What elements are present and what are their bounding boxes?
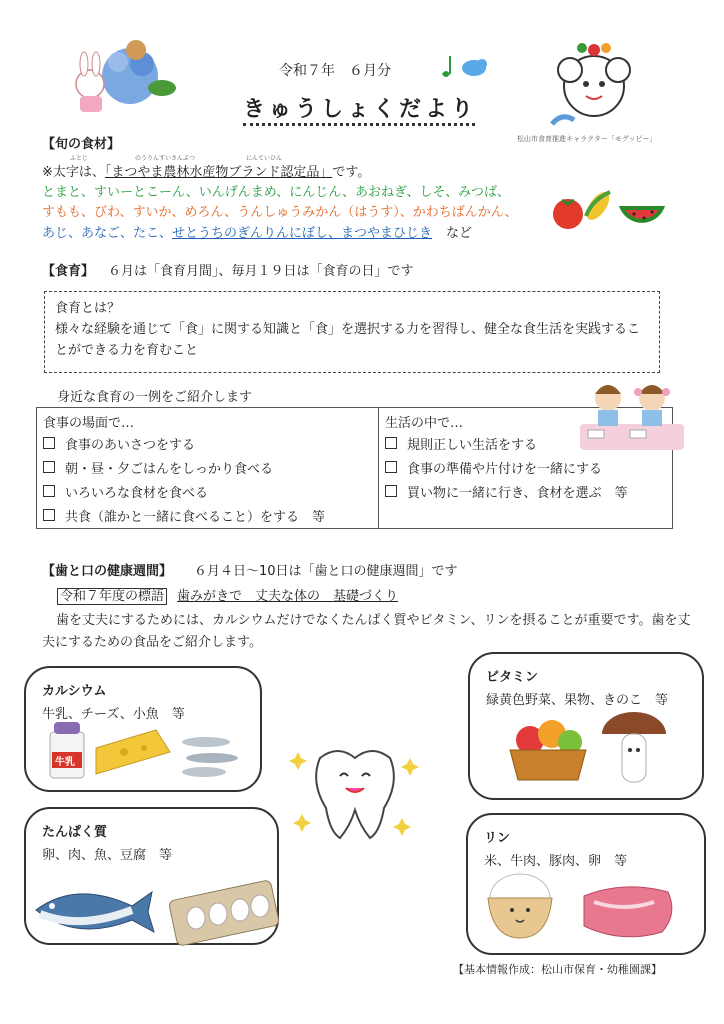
checkbox[interactable] <box>385 461 397 473</box>
checklist-item: 規則正しい生活をする <box>385 434 666 458</box>
checkbox[interactable] <box>385 485 397 497</box>
seasonal-heading: 【旬の食材】 <box>42 137 121 152</box>
smiling-tooth-illustration <box>290 738 420 846</box>
checkbox[interactable] <box>43 485 55 497</box>
phosphorus-foods: 米、牛肉、豚肉、卵 等 <box>484 854 628 869</box>
milk-cheese-fish-illustration <box>46 718 246 784</box>
checklist-item: 食事のあいさつをする <box>43 434 372 458</box>
slogan-label: 令和７年度の標語 <box>57 588 167 605</box>
tomato-corn-watermelon-illustration <box>548 186 664 232</box>
fruit-basket-mushroom-illustration <box>506 706 676 794</box>
dental-week-line: ６月４日～10日は「歯と口の健康週間」です <box>194 564 458 579</box>
protein-foods: 卵、肉、魚、豆腐 等 <box>42 848 173 863</box>
dental-section <box>42 560 458 579</box>
phosphorus-name: リン <box>484 831 511 846</box>
checklist-item: いろいろな食材を食べる <box>43 482 372 506</box>
brand-note-prefix: ※太字は、 <box>42 165 105 180</box>
checkbox[interactable] <box>385 437 397 449</box>
credit-line: 【基本情報作成：松山市保育・幼稚園課】 <box>453 963 662 976</box>
dental-heading: 【歯と口の健康週間】 <box>42 564 173 579</box>
checkbox[interactable] <box>43 437 55 449</box>
fish-eggs-illustration <box>30 870 280 946</box>
examples-intro: 身近な食育の一例をご紹介します <box>57 390 253 405</box>
title-underline <box>243 123 475 126</box>
moguppy-mascot-illustration <box>548 40 640 132</box>
seasonal-vegetables: とまと、すいーとこーん、いんげんまめ、にんじん、あおねぎ、しそ、みつば、 <box>42 185 511 200</box>
checklist-item: 朝・昼・夕ごはんをしっかり食べる <box>43 458 372 482</box>
calcium-name: カルシウム <box>42 684 107 699</box>
seafood-brand: せとうちのぎんりんにぼし、まつやまひじき <box>172 226 433 241</box>
slogan-text: 歯みがきで 丈夫な体の 基礎づくり <box>177 589 399 604</box>
seafood-plain: あじ、あなご、たこ、 <box>42 226 173 241</box>
examples-table <box>36 407 673 529</box>
shokuiku-heading: 【食育】 <box>42 264 95 279</box>
dental-body: 歯を丈夫にするためには、カルシウムだけでなくたんぱく質やビタミン、リンを摂ることが重要です。歯を丈夫にするための食品をご紹介します。 <box>42 613 691 650</box>
checklist-item: 共食（誰かと一緒に食べること）をする 等 <box>43 506 372 530</box>
vitamin-foods: 緑黄色野菜、果物、きのこ 等 <box>486 693 669 708</box>
vitamin-name: ビタミン <box>486 670 539 685</box>
seafood-etc: など <box>446 226 473 241</box>
mascot-caption: 松山市食育推進キャラクター「モグッピー」 <box>517 135 657 143</box>
seasonal-fruits: すもも、びわ、すいか、めろん、うんしゅうみかん（はうす）、かわちばんかん、 <box>42 205 518 220</box>
ruby-nourin: のうりんすいさんぶつ <box>135 155 196 162</box>
meal-scene-column <box>37 408 379 528</box>
hydrangea-animals-illustration <box>70 36 180 116</box>
issue-date: 令和７年 ６月分 <box>279 63 391 79</box>
ruby-ninteihin: にんていひん <box>246 155 283 162</box>
protein-name: たんぱく質 <box>42 825 108 840</box>
rice-meat-illustration <box>484 868 684 944</box>
shokuiku-definition-box <box>44 291 660 373</box>
definition-body: 様々な経験を通じて「食」に関する知識と「食」を選択する力を習得し、健全な食生活を実践することができる力を育むこと <box>55 322 641 358</box>
children-eating-illustration <box>580 372 684 452</box>
slogan-line <box>57 585 398 604</box>
daily-life-header: 生活の中で… <box>385 416 464 431</box>
milk-label: 牛乳 <box>55 757 75 768</box>
checkbox[interactable] <box>43 509 55 521</box>
note-bird-icon <box>438 52 490 80</box>
ruby-futoji: ふとじ <box>70 155 89 162</box>
brand-note-suffix: です。 <box>332 165 371 180</box>
newsletter-title: きゅうしょくだより <box>243 97 478 122</box>
meal-scene-header: 食事の場面で… <box>43 416 135 431</box>
brand-note <box>42 161 370 180</box>
calcium-foods: 牛乳、チーズ、小魚 等 <box>42 707 185 722</box>
definition-title: 食育とは？ <box>55 301 121 316</box>
checkbox[interactable] <box>43 461 55 473</box>
checklist-item: 食事の準備や片付けを一緒にする <box>385 458 666 482</box>
shokuiku-month-line: ６月は「食育月間」、毎月１９日は「食育の日」です <box>108 264 414 279</box>
brand-note-label: 「まつやま農林水産物ブランド認定品」 <box>104 165 333 180</box>
checklist-item: 買い物に一緒に行き、食材を選ぶ 等 <box>385 482 666 506</box>
shokuiku-section <box>42 260 414 279</box>
seasonal-seafood <box>42 222 472 241</box>
